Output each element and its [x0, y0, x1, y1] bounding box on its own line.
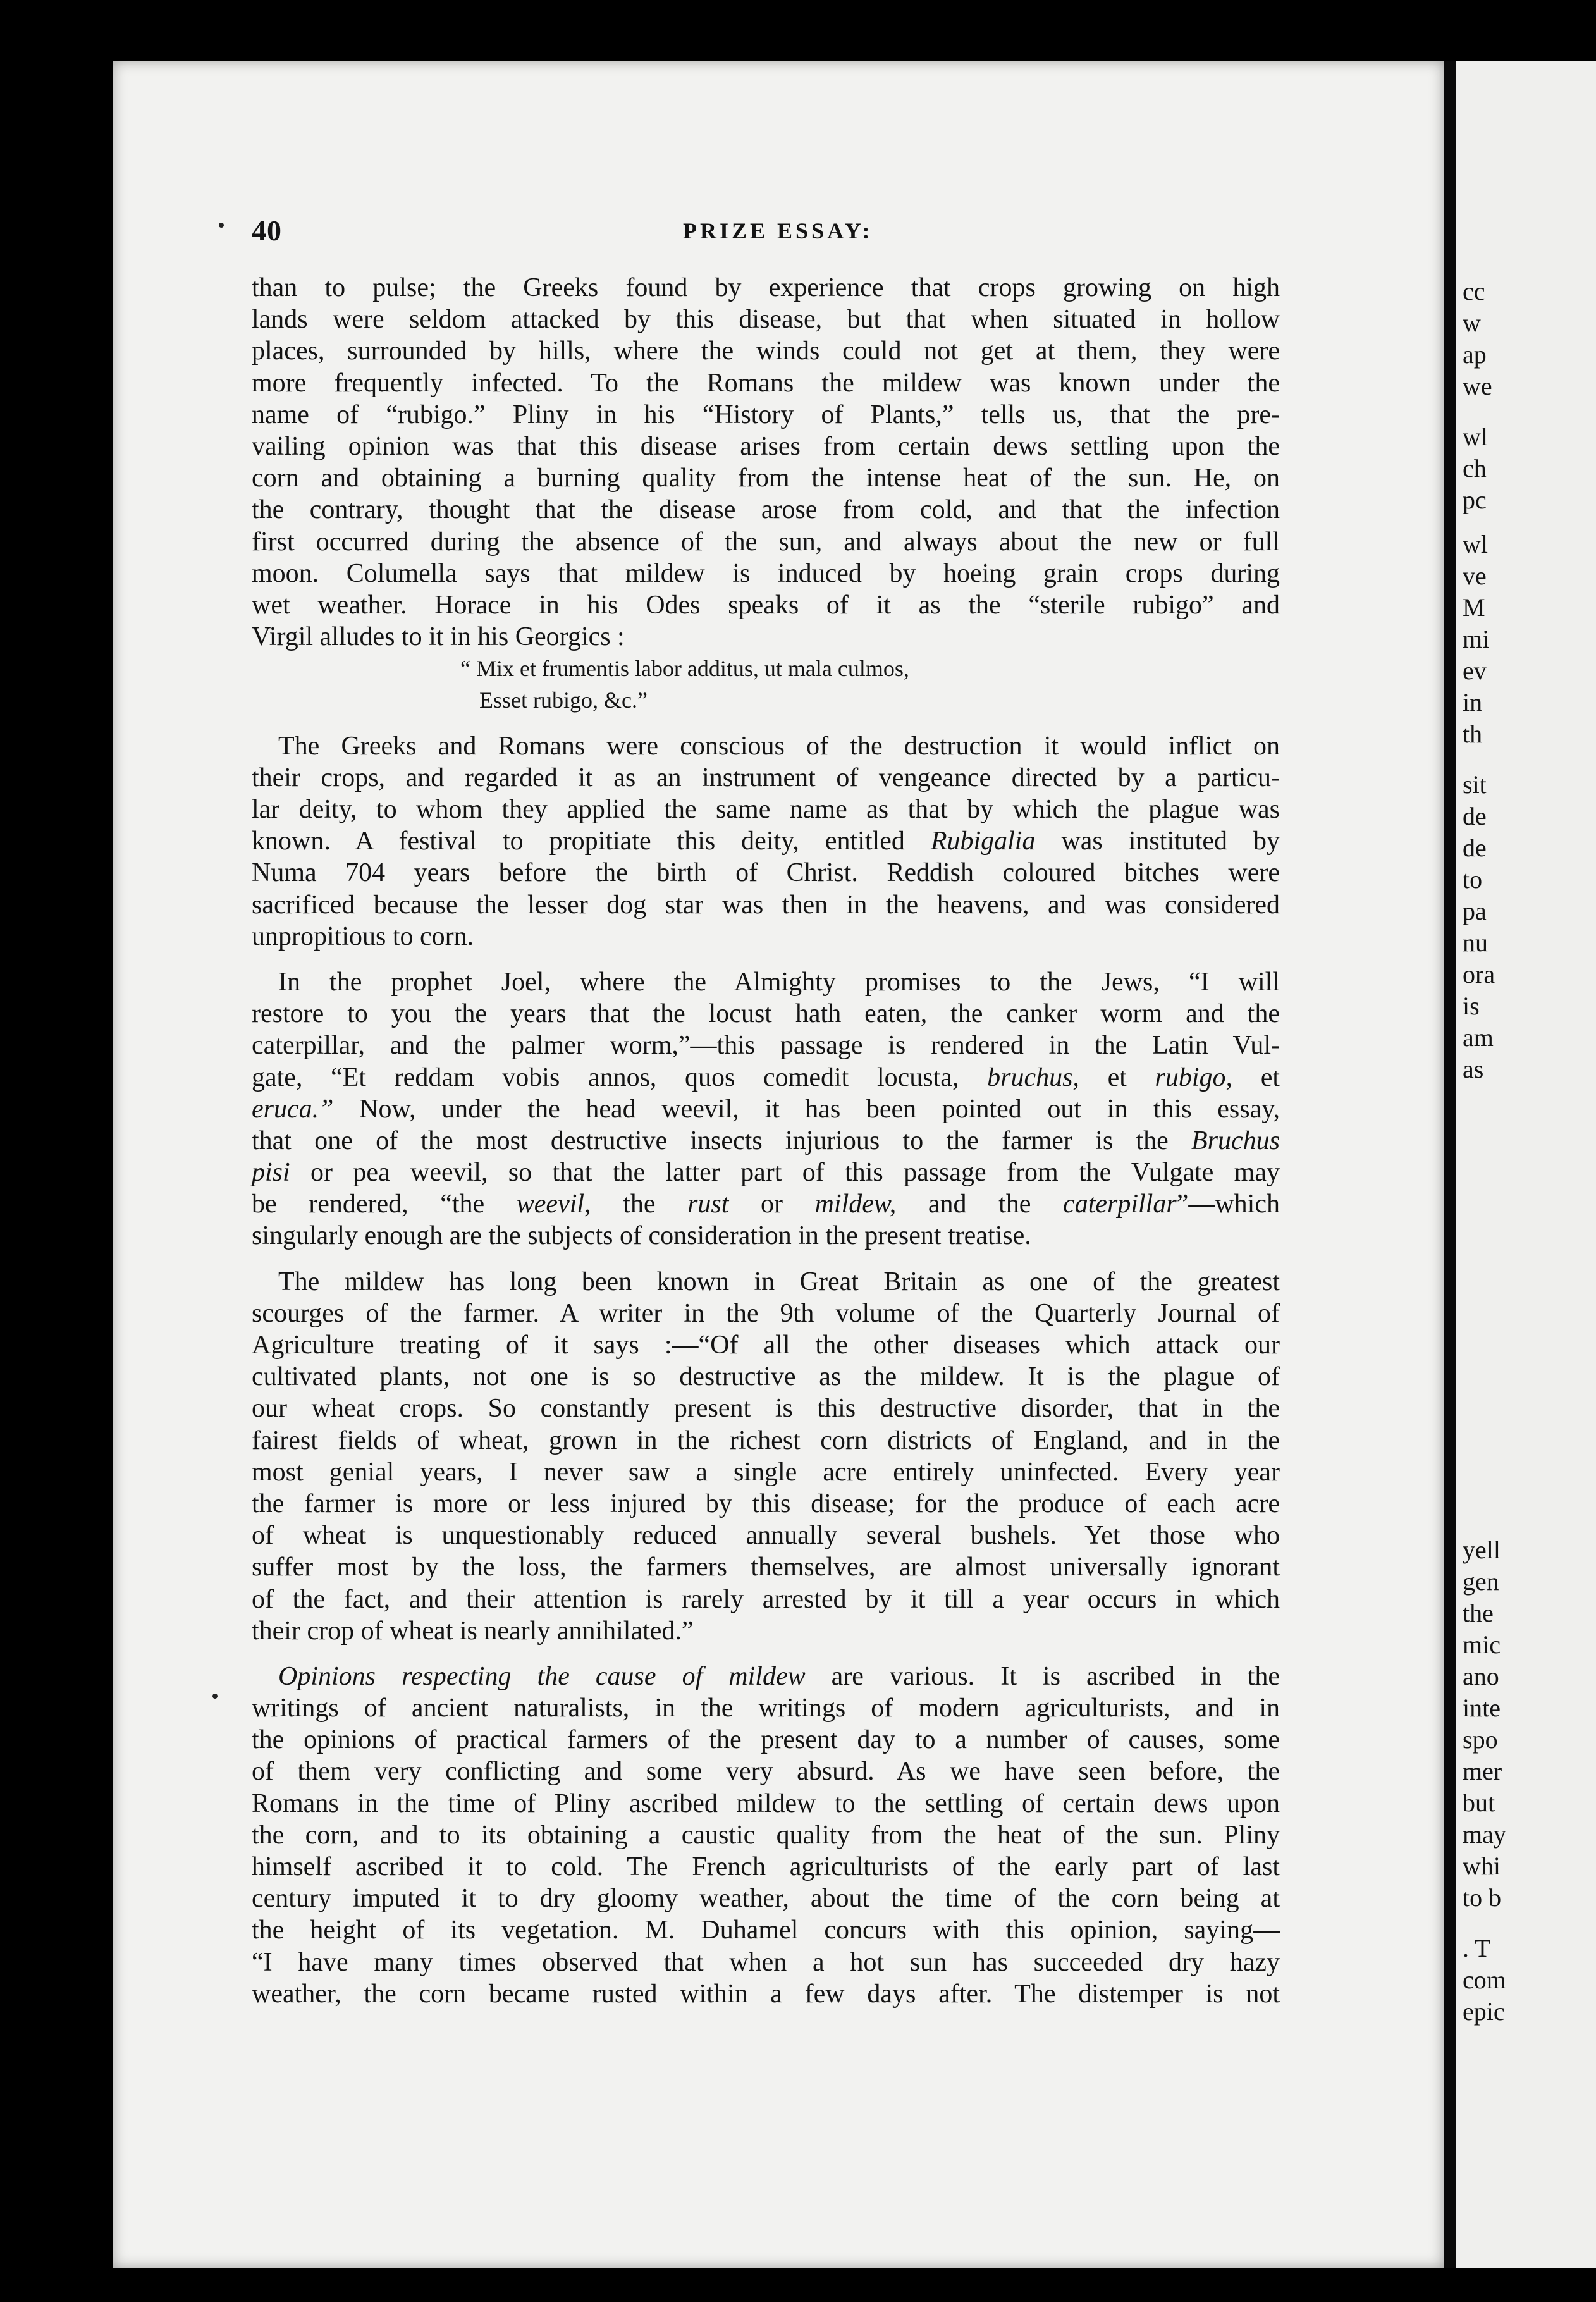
facing-page-fragment: ora	[1463, 960, 1495, 988]
facing-page-fragment: to b	[1463, 1883, 1502, 1912]
text-line: unpropitious to corn.	[252, 921, 474, 951]
text-line: the height of its vegetation. M. Duhamel concurs with this opinion, saying—	[252, 1916, 1280, 1945]
text-line: first occurred during the absence of the sun, and always about the new or full	[252, 527, 1280, 557]
text-line: Agriculture treating of it says :—“Of all the other diseases which attack our	[252, 1331, 1280, 1360]
text-line: known. A festival to propitiate this deity, entitled Rubigalia was instituted by	[252, 827, 1280, 856]
text-line: caterpillar, and the palmer worm,”—this passage is rendered in the Latin Vul-	[252, 1031, 1280, 1061]
text-line: name of “rubigo.” Pliny in his “History of Plants,” tells us, that the pre-	[252, 400, 1280, 429]
facing-page-fragment: mer	[1463, 1757, 1502, 1785]
text-line: cultivated plants, not one is so destructive as the mildew. It is the plague of	[252, 1362, 1280, 1392]
text-line: weather, the corn became rusted within a few days after. The distemper is not	[252, 1979, 1280, 2009]
text-line: lar deity, to whom they applied the same name as that by which the plague was	[252, 795, 1280, 824]
text-line: lands were seldom attacked by this disease, but that when situated in hollow	[252, 305, 1280, 335]
facing-page-fragment: pc	[1463, 486, 1487, 514]
text-line: Romans in the time of Pliny ascribed mildew to the settling of certain dews upon	[252, 1788, 1280, 1818]
facing-page-fragment: to	[1463, 865, 1483, 894]
text-line: their crop of wheat is nearly annihilated.”	[252, 1616, 694, 1646]
text-line: of the fact, and their attention is rarely arrested by it till a year occurs in which	[252, 1584, 1280, 1614]
text-line: wet weather. Horace in his Odes speaks of it as the “sterile rubigo” and	[252, 590, 1280, 620]
text-line: “I have many times observed that when a hot sun has succeeded dry hazy	[252, 1947, 1280, 1977]
facing-page-fragment: M	[1463, 593, 1485, 622]
facing-page-fragment: wl	[1463, 422, 1488, 451]
text-line: singularly enough are the subjects of consideration in the present treatise.	[252, 1221, 1031, 1251]
text-line: The Greeks and Romans were conscious of the destruction it would inflict on	[278, 731, 1280, 761]
text-line: fairest fields of wheat, grown in the richest corn districts of England, and in the	[252, 1425, 1280, 1455]
text-line: the opinions of practical farmers of the present day to a number of causes, some	[252, 1725, 1280, 1755]
facing-page-fragment: de	[1463, 834, 1487, 862]
facing-page-fragment: . T	[1463, 1934, 1490, 1962]
text-line: The mildew has long been known in Great Britain as one of the greatest	[278, 1267, 1280, 1296]
facing-page-fragment: am	[1463, 1023, 1494, 1052]
text-line: pisi or pea weevil, so that the latter part of this passage from the Vulgate may	[252, 1158, 1280, 1188]
facing-page-fragment: mi	[1463, 625, 1490, 653]
facing-page-fragment: we	[1463, 372, 1492, 400]
facing-page-fragment: as	[1463, 1055, 1484, 1083]
facing-page-fragment: sit	[1463, 770, 1487, 799]
text-line: Numa 704 years before the birth of Christ. Reddish coloured bitches were	[252, 858, 1280, 888]
facing-page-fragment: ano	[1463, 1662, 1499, 1690]
facing-page-fragment: is	[1463, 992, 1480, 1020]
facing-page-fragment: whi	[1463, 1852, 1501, 1880]
text-line: restore to you the years that the locust hath eaten, the canker worm and the	[252, 999, 1280, 1029]
text-line: of them very conflicting and some very absurd. As we have seen before, the	[252, 1757, 1280, 1787]
facing-page-fragment: th	[1463, 720, 1483, 748]
text-line: himself ascribed it to cold. The French agriculturists of the early part of last	[252, 1852, 1280, 1881]
facing-page	[1456, 61, 1596, 2268]
text-line: more frequently infected. To the Romans the mildew was known under the	[252, 368, 1280, 398]
facing-page-fragment: ve	[1463, 562, 1487, 590]
facing-page-fragment: yell	[1463, 1536, 1501, 1564]
text-line: of wheat is unquestionably reduced annually several bushels. Yet those who	[252, 1521, 1280, 1551]
facing-page-fragment: pa	[1463, 897, 1487, 925]
running-head: PRIZE ESSAY:	[683, 218, 873, 243]
text-line: century imputed it to dry gloomy weather, about the time of the corn being at	[252, 1884, 1280, 1914]
facing-page-fragment: in	[1463, 688, 1483, 717]
facing-page-fragment: de	[1463, 802, 1487, 830]
facing-page-fragment: spo	[1463, 1725, 1498, 1754]
text-line: sacrificed because the lesser dog star was then in the heavens, and was considered	[252, 890, 1280, 920]
facing-page-fragment: mic	[1463, 1630, 1501, 1659]
text-line: Opinions respecting the cause of mildew are various. It is ascribed in the	[278, 1661, 1280, 1691]
text-line: gate, “Et reddam vobis annos, quos comedit locusta, bruchus, et rubigo, et	[252, 1062, 1280, 1092]
facing-page-fragment: the	[1463, 1599, 1494, 1627]
text-line: Virgil alludes to it in his Georgics :	[252, 622, 625, 652]
facing-page-fragment: gen	[1463, 1567, 1499, 1596]
text-line: than to pulse; the Greeks found by experience that crops growing on high	[252, 273, 1280, 302]
text-line: most genial years, I never saw a single acre entirely uninfected. Every year	[252, 1457, 1280, 1487]
text-line: vailing opinion was that this disease arises from certain dews settling upon the	[252, 431, 1280, 461]
page-gutter	[1444, 61, 1456, 2268]
text-line: the contrary, thought that the disease arose from cold, and that the infection	[252, 495, 1280, 525]
text-line: eruca.” Now, under the head weevil, it has been pointed out in this essay,	[252, 1094, 1280, 1124]
text-line: moon. Columella says that mildew is induced by hoeing grain crops during	[252, 558, 1280, 588]
text-line: corn and obtaining a burning quality from the intense heat of the sun. He, on	[252, 464, 1280, 493]
facing-page-fragment: com	[1463, 1966, 1506, 1994]
text-line: our wheat crops. So constantly present is this destructive disorder, that in the	[252, 1394, 1280, 1424]
essay-body	[252, 272, 1280, 2010]
text-line: In the prophet Joel, where the Almighty promises to the Jews, “I will	[278, 967, 1280, 997]
text-line: be rendered, “the weevil, the rust or mildew, and the caterpillar”—which	[252, 1190, 1280, 1219]
facing-page-fragment: but	[1463, 1788, 1495, 1817]
facing-page-fragment: may	[1463, 1820, 1506, 1849]
text-line: that one of the most destructive insects injurious to the farmer is the Bruchus	[252, 1126, 1280, 1155]
quote-line: “ Mix et frumentis labor additus, ut mala culmos,	[460, 656, 909, 682]
text-line: suffer most by the loss, the farmers themselves, are almost universally ignorant	[252, 1553, 1280, 1582]
facing-page-fragment: inte	[1463, 1694, 1501, 1722]
text-line: the corn, and to its obtaining a caustic quality from the heat of the sun. Pliny	[252, 1820, 1280, 1850]
facing-page-fragment: ap	[1463, 340, 1487, 369]
text-line: writings of ancient naturalists, in the writings of modern agriculturists, and in	[252, 1694, 1280, 1723]
facing-page-fragment: epic	[1463, 1997, 1505, 2026]
page-number: 40	[252, 214, 282, 247]
text-line: places, surrounded by hills, where the winds could not get at them, they were	[252, 336, 1280, 366]
facing-page-fragment: cc	[1463, 277, 1485, 305]
facing-page-fragment: wl	[1463, 530, 1488, 558]
text-line: scourges of the farmer. A writer in the 9th volume of the Quarterly Journal of	[252, 1298, 1280, 1328]
page-mark	[212, 1694, 218, 1699]
facing-page-fragment: ev	[1463, 656, 1487, 685]
text-line: their crops, and regarded it as an instrument of vengeance directed by a particu-	[252, 763, 1280, 792]
text-line: the farmer is more or less injured by this disease; for the produce of each acre	[252, 1489, 1280, 1518]
facing-page-fragment: w	[1463, 309, 1481, 337]
facing-page-fragment: nu	[1463, 928, 1488, 957]
page-mark	[219, 223, 224, 228]
facing-page-fragment: ch	[1463, 454, 1487, 483]
quote-line: Esset rubigo, &c.”	[479, 687, 648, 713]
